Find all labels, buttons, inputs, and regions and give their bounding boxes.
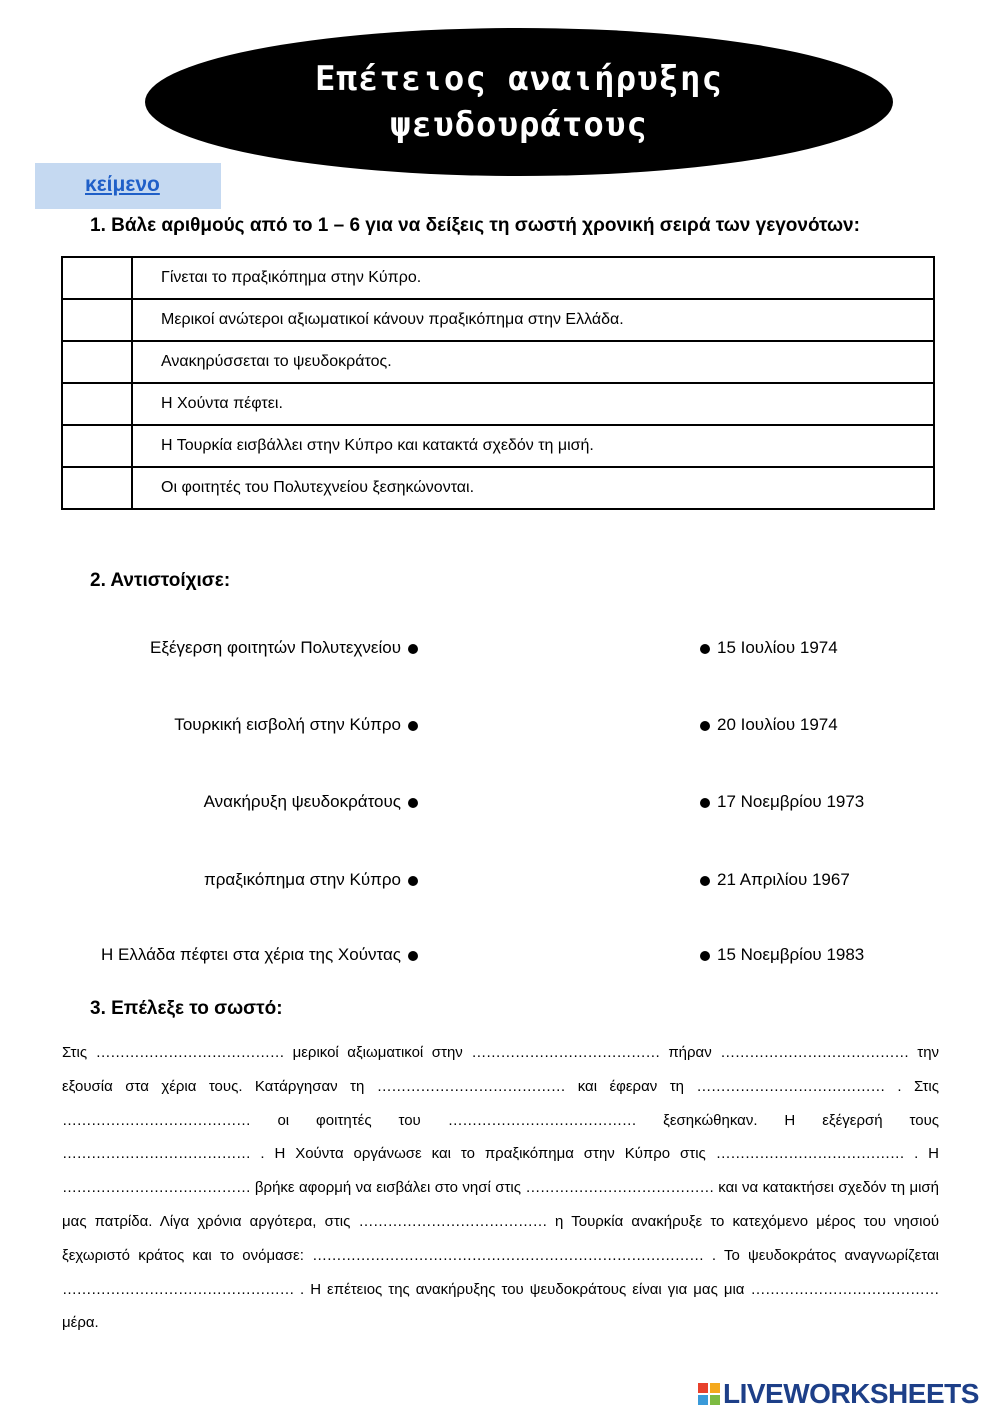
sequence-table	[61, 256, 935, 510]
order-input-cell[interactable]	[62, 257, 132, 299]
match-right-item	[700, 945, 864, 965]
para-text: . Η	[914, 1145, 940, 1163]
match-dot-right[interactable]	[700, 876, 710, 886]
table-row	[62, 425, 934, 467]
order-input-cell[interactable]	[62, 425, 132, 467]
para-text: η Τουρκία ανακήρυξε το κατεχόμενο μέρος του νησιού ξεχωριστό κράτος και το ονόμασε:	[62, 1212, 940, 1264]
para-text: . Το ψευδοκράτος αναγνωρίζεται	[711, 1246, 939, 1264]
section3-heading: 3. Επέλεξε το σωστό:	[90, 998, 283, 1019]
answer-blank[interactable]: …………………………………	[750, 1280, 939, 1298]
answer-blank[interactable]: …………………………………	[715, 1145, 905, 1163]
para-text: βρήκε αφορμή να εισβάλει στο νησί στις	[254, 1179, 521, 1197]
logo-square	[698, 1395, 708, 1405]
logo-mark-icon	[698, 1383, 720, 1405]
answer-blank[interactable]: …………………………………	[471, 1044, 660, 1061]
para-text: και να κατακτήσει σχεδόν τη μισή μας πατρίδα. Λίγα χρόνια αργότερα, στις	[62, 1179, 940, 1230]
event-text: Η Χούντα πέφτει.	[132, 383, 934, 425]
match-dot-left[interactable]	[408, 798, 418, 808]
match-dot-left[interactable]	[408, 876, 418, 886]
answer-blank[interactable]: …………………………………	[62, 1111, 251, 1129]
match-right-label: 15 Νοεμβρίου 1983	[717, 945, 865, 964]
logo-text: LIVEWORKSHEETS	[723, 1378, 979, 1409]
match-left-item	[101, 945, 418, 965]
para-text: Στις	[62, 1044, 88, 1061]
match-right-label: 21 Απριλίου 1967	[717, 870, 850, 889]
answer-blank[interactable]: …………………………………………	[62, 1280, 294, 1298]
match-right-label: 20 Ιουλίου 1974	[717, 715, 838, 734]
title-line-1: Επέτειος αναιήρυξης	[315, 59, 723, 99]
logo-square	[710, 1395, 720, 1405]
match-left-label: Τουρκική εισβολή στην Κύπρο	[174, 715, 401, 734]
para-text: την εξουσία στα χέρια τους. Κατάργησαν τη	[62, 1044, 940, 1095]
order-input-cell[interactable]	[62, 467, 132, 509]
para-text: . Στις	[897, 1077, 939, 1095]
answer-blank[interactable]: ………………………………………………………………………	[312, 1246, 704, 1264]
text-link[interactable]: κείμενο	[85, 173, 160, 196]
answer-blank[interactable]: …………………………………	[62, 1145, 251, 1163]
match-left-item	[150, 638, 418, 658]
match-right-item	[700, 715, 838, 735]
match-right-label: 15 Ιουλίου 1974	[717, 638, 838, 657]
match-left-label: πραξικόπημα στην Κύπρο	[203, 870, 401, 889]
order-input-cell[interactable]	[62, 299, 132, 341]
text-link-tab	[35, 163, 221, 209]
para-text: πήραν	[668, 1044, 712, 1061]
liveworksheets-logo	[698, 1377, 979, 1411]
match-dot-right[interactable]	[700, 644, 710, 654]
match-left-label: Η Ελλάδα πέφτει στα χέρια της Χούντας	[101, 945, 401, 964]
fill-in-paragraph	[62, 1036, 939, 1340]
event-text: Γίνεται το πραξικόπημα στην Κύπρο.	[132, 257, 934, 299]
answer-blank[interactable]: …………………………………	[720, 1044, 909, 1061]
event-text: Οι φοιτητές του Πολυτεχνείου ξεσηκώνονται.	[132, 467, 934, 509]
section2-heading: 2. Αντιστοίχισε:	[90, 570, 231, 591]
table-row	[62, 383, 934, 425]
match-dot-left[interactable]	[408, 721, 418, 731]
event-text: Η Τουρκία εισβάλλει στην Κύπρο και κατακτά σχεδόν τη μισή.	[132, 425, 934, 467]
match-dot-left[interactable]	[408, 951, 418, 961]
order-input-cell[interactable]	[62, 383, 132, 425]
match-left-item	[204, 870, 418, 890]
match-dot-left[interactable]	[408, 644, 418, 654]
match-right-label: 17 Νοεμβρίου 1973	[717, 792, 865, 811]
para-text: μέρα.	[62, 1314, 99, 1332]
logo-square	[710, 1383, 720, 1393]
match-dot-right[interactable]	[700, 951, 710, 961]
answer-blank[interactable]: …………………………………	[62, 1179, 251, 1197]
table-row	[62, 299, 934, 341]
title-line-2: ψευδουράτους	[390, 105, 648, 145]
match-right-item	[700, 792, 864, 812]
table-row	[62, 257, 934, 299]
match-dot-right[interactable]	[700, 721, 710, 731]
match-left-label: Ανακήρυξη ψευδοκράτους	[203, 792, 401, 811]
logo-square	[698, 1383, 708, 1393]
para-text: μερικοί αξιωματικοί στην	[292, 1044, 463, 1061]
title-banner	[145, 28, 893, 176]
match-left-item	[174, 715, 418, 735]
match-right-item	[700, 870, 850, 890]
section1-heading: 1. Βάλε αριθμούς από το 1 – 6 για να δείξεις τη σωστή χρονική σειρά των γεγονότων:	[90, 215, 860, 236]
order-input-cell[interactable]	[62, 341, 132, 383]
answer-blank[interactable]: …………………………………	[696, 1077, 885, 1095]
answer-blank[interactable]: …………………………………	[95, 1044, 285, 1061]
match-left-item	[204, 792, 418, 812]
para-text: ξεσηκώθηκαν. Η εξέγερσή τους	[663, 1111, 940, 1129]
answer-blank[interactable]: …………………………………	[525, 1179, 714, 1197]
para-text: . Η Χούντα οργάνωσε και το πραξικόπημα στην Κύπρο στις	[260, 1145, 706, 1163]
para-text: και έφεραν τη	[577, 1077, 684, 1095]
match-dot-right[interactable]	[700, 798, 710, 808]
para-text: οι φοιτητές του	[277, 1111, 421, 1129]
match-right-item	[700, 638, 838, 658]
answer-blank[interactable]: …………………………………	[376, 1077, 566, 1095]
table-row	[62, 341, 934, 383]
answer-blank[interactable]: …………………………………	[447, 1111, 637, 1129]
answer-blank[interactable]: …………………………………	[358, 1212, 547, 1230]
table-row	[62, 467, 934, 509]
para-text: . Η επέτειος της ανακήρυξης του ψευδοκράτους είναι για μας μια	[300, 1280, 745, 1298]
event-text: Ανακηρύσσεται το ψευδοκράτος.	[132, 341, 934, 383]
match-left-label: Εξέγερση φοιτητών Πολυτεχνείου	[150, 638, 401, 657]
event-text: Μερικοί ανώτεροι αξιωματικοί κάνουν πραξικόπημα στην Ελλάδα.	[132, 299, 934, 341]
